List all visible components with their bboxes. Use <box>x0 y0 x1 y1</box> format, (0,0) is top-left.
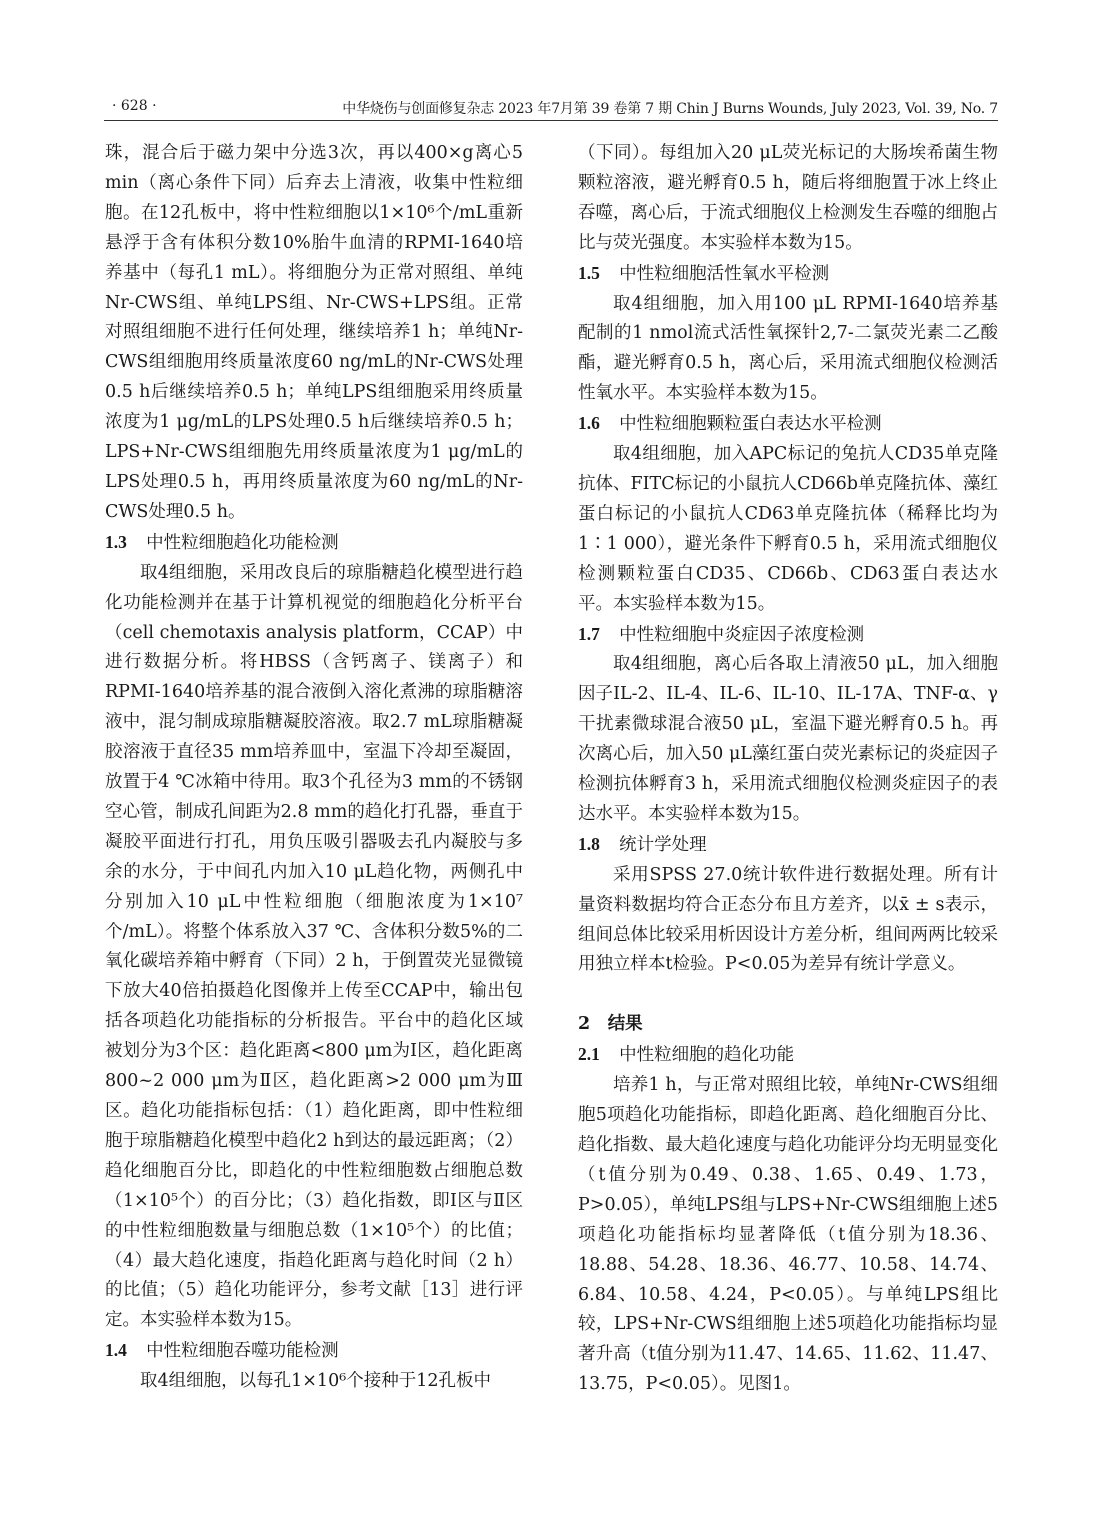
section-number: 1.8 <box>578 833 600 854</box>
paragraph: 取4组细胞，以每孔1×10⁶个接种于12孔板中 <box>140 1371 491 1392</box>
section-title: 中性粒细胞的趋化功能 <box>619 1045 795 1066</box>
section-number: 1.5 <box>578 262 600 283</box>
section-title: 中性粒细胞趋化功能检测 <box>146 532 339 553</box>
section-number: 1.4 <box>105 1340 127 1361</box>
section-title: 统计学处理 <box>619 834 707 855</box>
right-column <box>578 139 998 1400</box>
section-heading <box>105 1336 523 1367</box>
section-title: 中性粒细胞活性氧水平检测 <box>619 263 830 284</box>
paragraph: 取4组细胞，离心后各取上清液50 μL，加入细胞因子IL-2、IL-4、IL-6、IL-10、IL-17A、TNF-α、γ干扰素微球混合液50 μL，室温下避光孵育0.5 h。再次离心后，加入50 μL藻红蛋白荧光素标记的炎症因子检测抗体孵育3 h，采用流式细胞仪检测炎症因子的表达水平。本实验样本数为15。 <box>578 654 998 824</box>
running-header <box>104 96 998 121</box>
paragraph: （下同）。每组加入20 μL荧光标记的大肠埃希菌生物颗粒溶液，避光孵育0.5 h，随后将细胞置于冰上终止吞噬，离心后，于流式细胞仪上检测发生吞噬的细胞占比与荧光强度。本实验样本数为15。 <box>578 143 998 253</box>
section-number: 1.3 <box>105 531 127 552</box>
section-number: 2 <box>578 1014 591 1035</box>
section-number: 1.6 <box>578 413 600 434</box>
paragraph: 取4组细胞，加入用100 μL RPMI-1640培养基配制的1 nmol流式活性氧探针2,7-二氯荧光素二乙酸酯，避光孵育0.5 h，离心后，采用流式细胞仪检测活性氧水平。本实验样本数为15。 <box>578 293 998 404</box>
section-number: 2.1 <box>578 1044 600 1065</box>
paragraph: 采用SPSS 27.0统计软件进行数据处理。所有计量资料数据均符合正态分布且方差齐，以x̄ ± s表示，组间总体比较采用析因设计方差分析，组间两两比较采用独立样本t检验。P<0.05为差异有统计学意义。 <box>578 864 998 975</box>
section-heading <box>578 259 998 290</box>
section-number: 1.7 <box>578 623 600 644</box>
section-heading <box>578 620 998 651</box>
paragraph: 取4组细胞，加入APC标记的兔抗人CD35单克隆抗体、FITC标记的小鼠抗人CD66b单克隆抗体、藻红蛋白标记的小鼠抗人CD63单克隆抗体（稀释比均为1∶1 000），避光条件下孵育0.5 h，采用流式细胞仪检测颗粒蛋白CD35、CD66b、CD63蛋白表达水平。本实验样本数为15。 <box>578 444 999 614</box>
paragraph: 培养1 h，与正常对照组比较，单纯Nr-CWS组细胞5项趋化功能指标，即趋化距离、趋化细胞百分比、趋化指数、最大趋化速度与趋化功能评分均无明显变化（t值分别为0.49、0.38、1.65、0.49、1.73，P>0.05），单纯LPS组与LPS+Nr-CWS组细胞上述5项趋化功能指标均显著降低（t值分别为18.36、18.88、54.28、18.36、46.77、10.58、14.74、6.84、10.58、4.24，P<0.05）。与单纯LPS组比较，LPS+Nr-CWS组细胞上述5项趋化功能指标均显著升高（t值分别为11.47、14.65、11.62、11.47、13.75，P<0.05）。见图1。 <box>578 1075 998 1395</box>
paragraph: 珠，混合后于磁力架中分选3次，再以400×g离心5 min（离心条件下同）后弃去上清液，收集中性粒细胞。在12孔板中，将中性粒细胞以1×10⁶个/mL重新悬浮于含有体积分数10%胎牛血清的RPMI-1640培养基中（每孔1 mL）。将细胞分为正常对照组、单纯Nr-CWS组、单纯LPS组、Nr-CWS+LPS组。正常对照组细胞不进行任何处理，继续培养1 h；单纯Nr-CWS组细胞用终质量浓度60 ng/mL的Nr-CWS处理0.5 h后继续培养0.5 h；单纯LPS组细胞采用终质量浓度为1 μg/mL的LPS处理0.5 h后继续培养0.5 h；LPS+Nr-CWS组细胞先用终质量浓度为1 μg/mL的LPS处理0.5 h，再用终质量浓度为60 ng/mL的Nr-CWS处理0.5 h。 <box>105 143 523 522</box>
section-title: 结果 <box>607 1014 643 1035</box>
paragraph: 取4组细胞，采用改良后的琼脂糖趋化模型进行趋化功能检测并在基于计算机视觉的细胞趋化分析平台（cell chemotaxis analysis platform，CCAP）中进行数据分析。将HBSS（含钙离子、镁离子）和RPMI-1640培养基的混合液倒入溶化煮沸的琼脂糖溶液中，混匀制成琼脂糖凝胶溶液。取2.7 mL琼脂糖凝胶溶液于直径35 mm培养皿中，室温下冷却至凝固，放置于4 ℃冰箱中待用。取3个孔径为3 mm的不锈钢空心管，制成孔间距为2.8 mm的趋化打孔器，垂直于凝胶平面进行打孔，用负压吸引器吸去孔内凝胶与多余的水分，于中间孔内加入10 μL趋化物，两侧孔中分别加入10 μL中性粒细胞（细胞浓度为1×10⁷个/mL）。将整个体系放入37 ℃、含体积分数5%的二氧化碳培养箱中孵育（下同）2 h，于倒置荧光显微镜下放大40倍拍摄趋化图像并上传至CCAP中，输出包括各项趋化功能指标的分析报告。平台中的趋化区域被划分为3个区：趋化距离<800 μm为Ⅰ区，趋化距离800~2 000 μm为Ⅱ区，趋化距离>2 000 μm为Ⅲ区。趋化功能指标包括：（1）趋化距离，即中性粒细胞于琼脂糖趋化模型中趋化2 h到达的最远距离；（2）趋化细胞百分比，即趋化的中性粒细胞数占细胞总数（1×10⁵个）的百分比；（3）趋化指数，即Ⅰ区与Ⅱ区的中性粒细胞数量与细胞总数（1×10⁵个）的比值；（4）最大趋化速度，指趋化距离与趋化时间（2 h）的比值；（5）趋化功能评分，参考文献［13］进行评定。本实验样本数为15。 <box>105 562 523 1331</box>
section-title: 中性粒细胞颗粒蛋白表达水平检测 <box>619 414 882 435</box>
section-heading <box>578 409 998 440</box>
left-column <box>105 139 523 1397</box>
spacer <box>578 980 998 1010</box>
section-heading <box>578 830 998 861</box>
page-number: · 628 · <box>112 98 157 114</box>
section-title: 中性粒细胞中炎症因子浓度检测 <box>619 624 865 645</box>
journal-citation: 中华烧伤与创面修复杂志 2023 年7月第 39 卷第 7 期 Chin J Burns Wounds, July 2023, Vol. 39, No. 7 <box>342 101 998 117</box>
section-title: 中性粒细胞吞噬功能检测 <box>146 1341 339 1362</box>
section-heading <box>578 1040 998 1071</box>
section-heading <box>105 528 523 559</box>
chapter-heading <box>578 1010 998 1040</box>
